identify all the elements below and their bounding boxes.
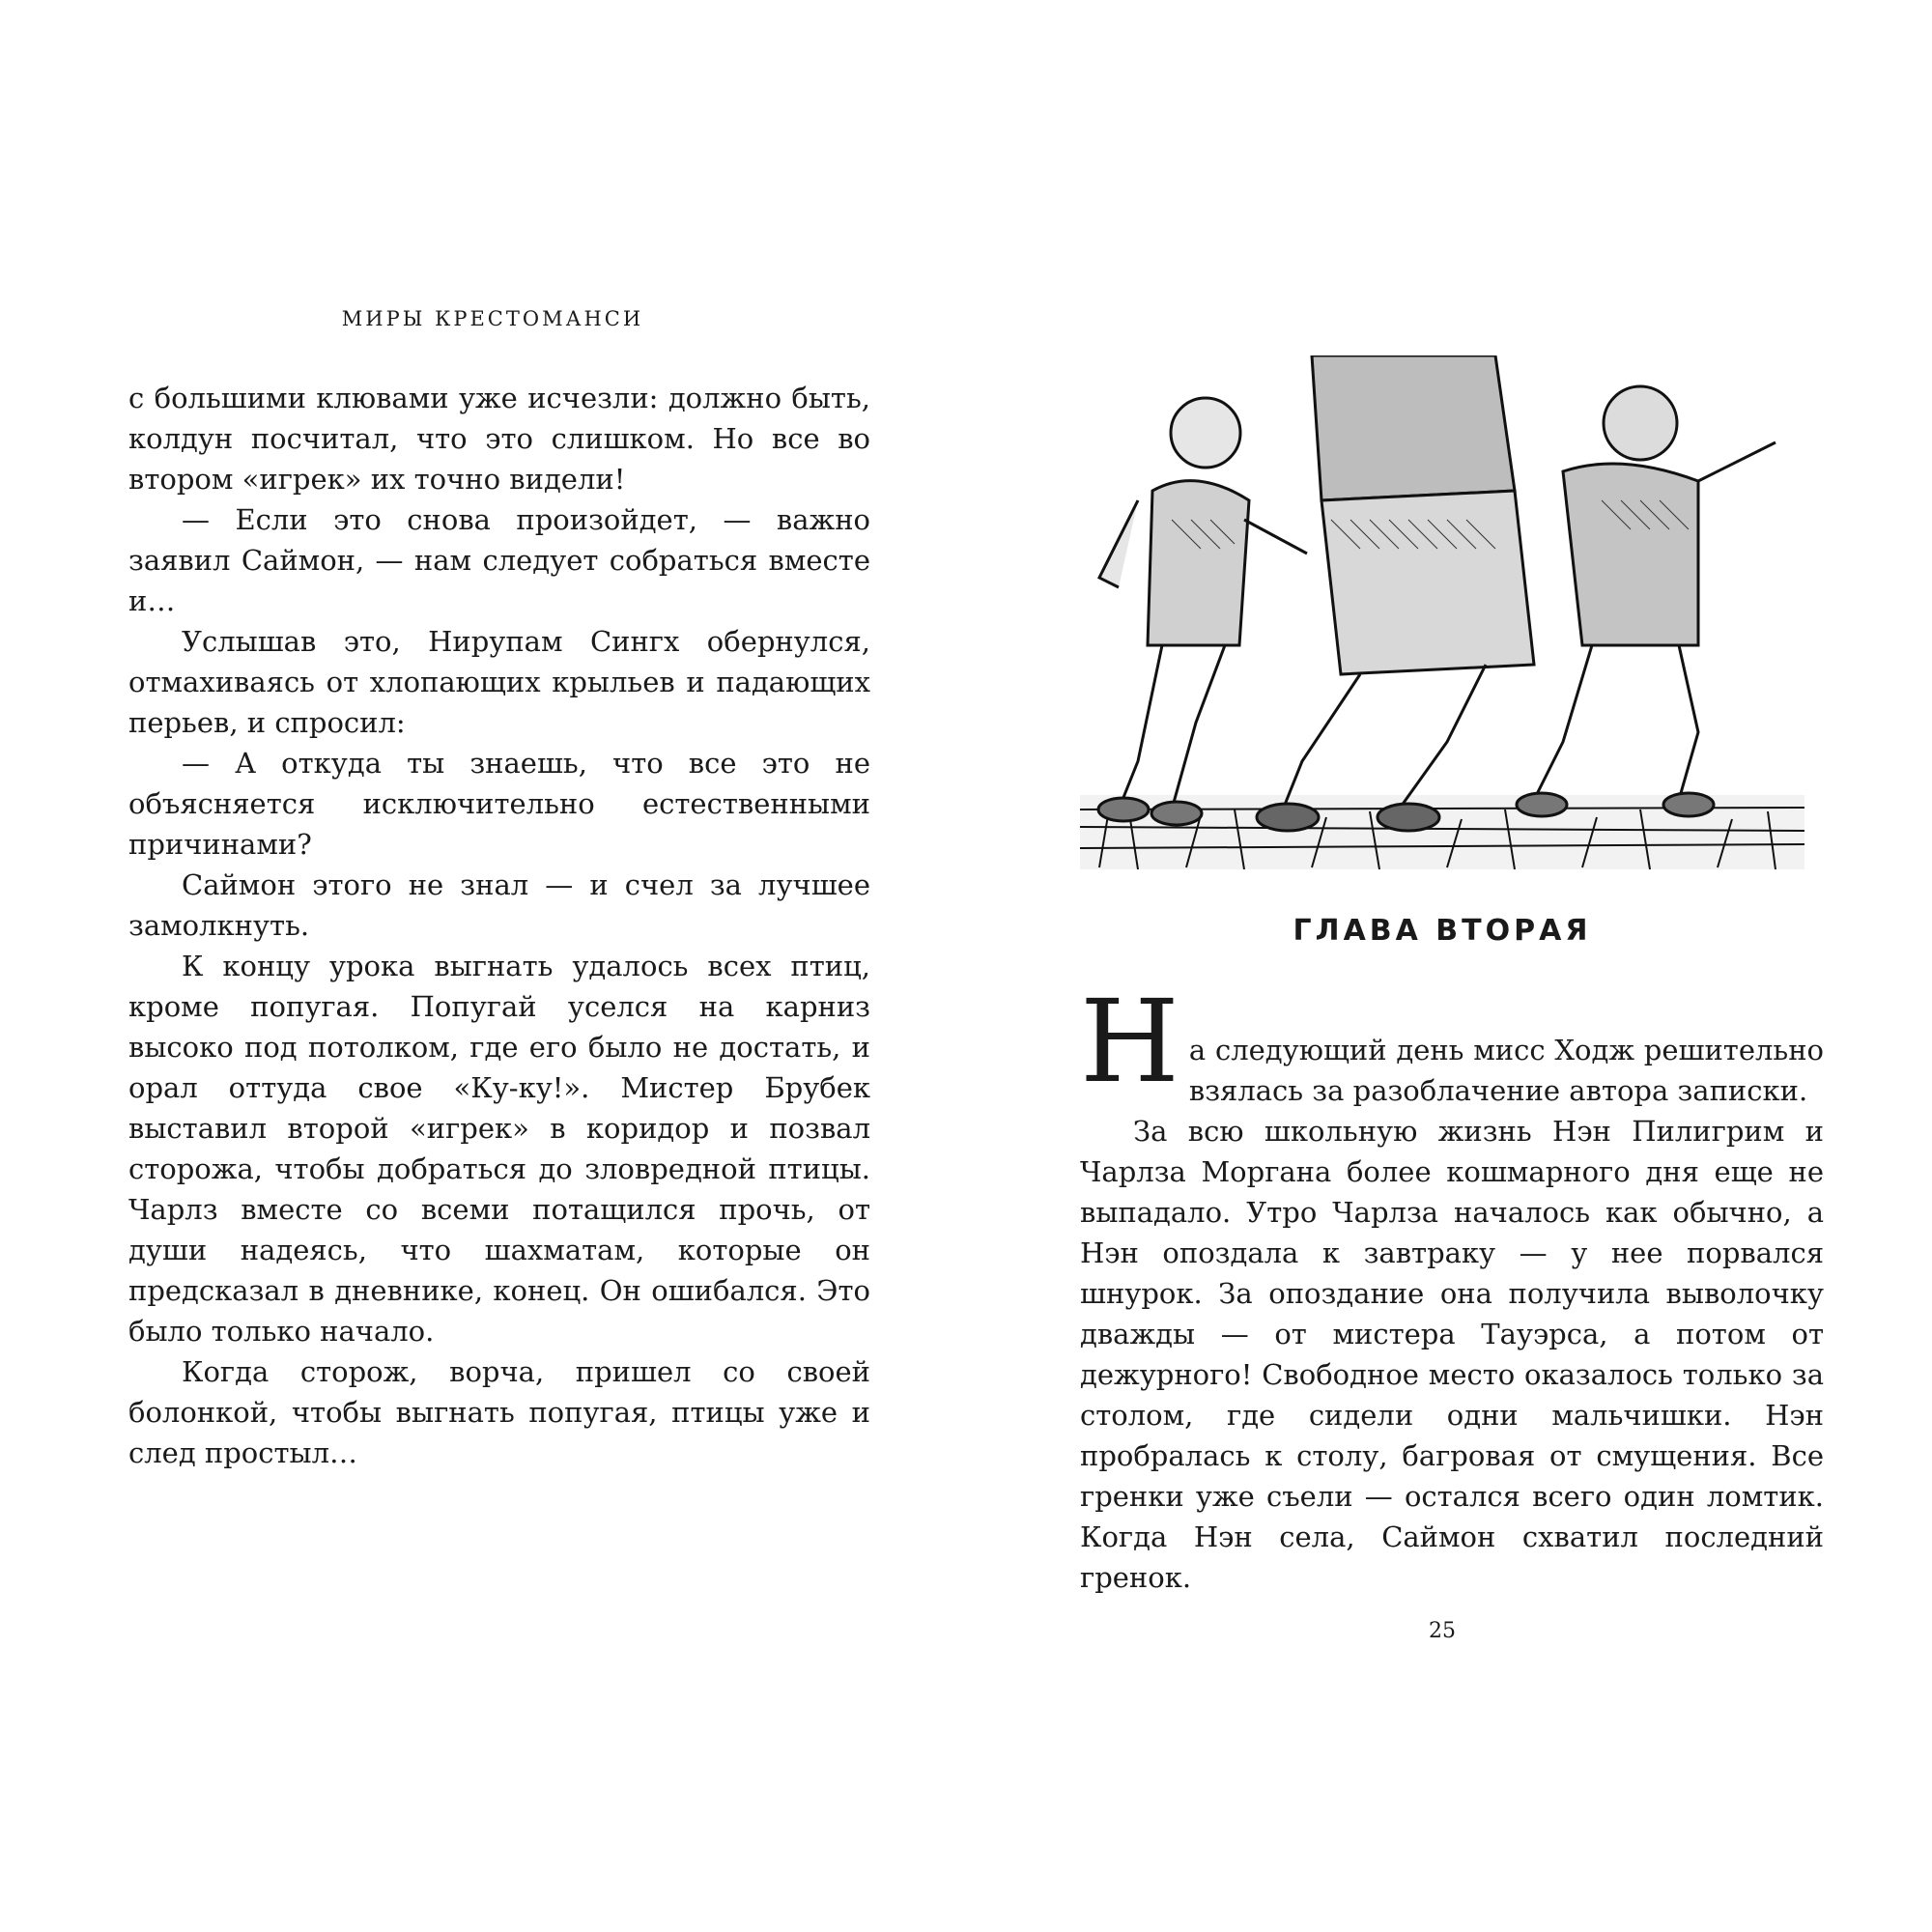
paragraph: Услышав это, Нирупам Сингх обернулся, отмахиваясь от хлопающих крыльев и падающих перьев, и спросил: xyxy=(128,625,870,739)
paragraph: с большими клювами уже исчезли: должно быть, колдун посчитал, что это слишком. Но все во втором «игрек» их точно видели! xyxy=(128,382,870,496)
left-text-block xyxy=(128,378,870,1473)
paragraph: За всю школьную жизнь Нэн Пилигрим и Чарлза Моргана более кошмарного дня еще не выпадало. Утро Чарлза началось как обычно, а Нэн опоздала к завтраку — у нее порвался шнурок. За опоздание она получила выволочку дважды — от мистера Тауэрса, а потом от дежурного! Свободное место оказалось только за столом, где сидели одни мальчишки. Нэн пробралась к столу, багровая от смущения. Все гренки уже съели — остался всего один ломтик. Когда Нэн села, Саймон схватил последний гренок. xyxy=(1080,1115,1824,1594)
chapter-illustration xyxy=(1080,355,1804,869)
runner-center xyxy=(1257,355,1534,831)
page-number: 25 xyxy=(1429,1619,1456,1643)
paragraph: Когда сторож, ворча, пришел со своей болонкой, чтобы выгнать попугая, птицы уже и след простыл… xyxy=(128,1355,870,1469)
drop-cap: Н xyxy=(1080,975,1179,1108)
paragraph: — Если это снова произойдет, — важно заявил Саймон, — нам следует собраться вместе и… xyxy=(128,503,870,617)
paragraph: К концу урока выгнать удалось всех птиц, кроме попугая. Попугай уселся на карниз высоко под потолком, где его было не достать, и орал оттуда свое «Ку-ку!». Мистер Брубек выставил второй «игрек» в коридор и позвал сторожа, чтобы добраться до зловредной птицы. Чарлз вместе со всеми потащился прочь, от души надеясь, что шахматам, которые он предсказал в дневнике, конец. Он ошибался. Это было только начало. xyxy=(128,950,870,1348)
first-paragraph xyxy=(1080,975,1824,1111)
right-page xyxy=(966,0,1932,1932)
first-paragraph-text: а следующий день мисс Ходж решительно взялась за разоблачение автора записки. xyxy=(1188,1034,1824,1107)
running-head: МИРЫ КРЕСТОМАНСИ xyxy=(341,307,644,330)
runner-boy-right xyxy=(1517,386,1776,816)
paragraph: Саймон этого не знал — и счел за лучшее замолкнуть. xyxy=(128,868,870,942)
chapter-title: ГЛАВА ВТОРАЯ xyxy=(1293,914,1592,948)
paragraph: — А откуда ты знаешь, что все это не объясняется исключительно естественными причинами? xyxy=(128,747,870,861)
right-text-block xyxy=(1080,975,1824,1598)
runner-boy-left xyxy=(1098,398,1307,825)
